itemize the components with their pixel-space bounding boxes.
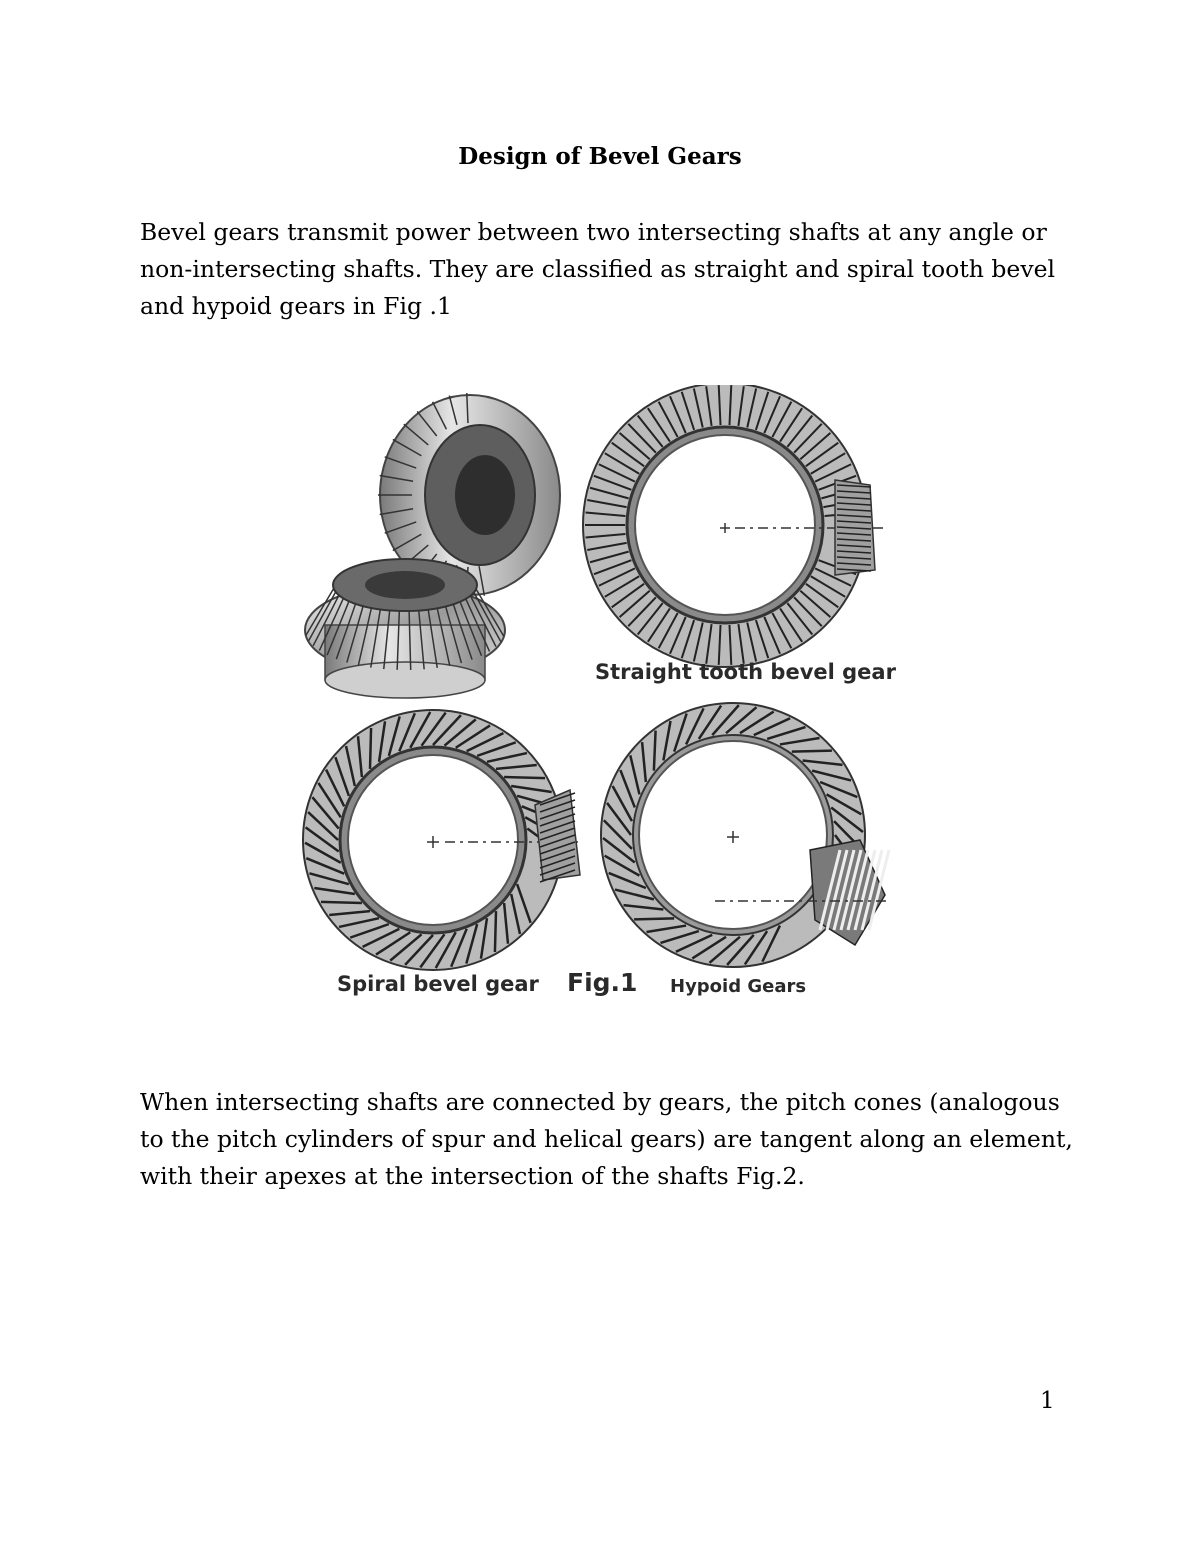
caption-straight-tooth-bevel-gear: Straight tooth bevel gear [595,660,896,684]
straight-tooth-bevel-gear [583,385,885,667]
figure-1 [295,385,895,1010]
hypoid-gear [601,703,890,967]
pitch-cones-paragraph: When intersecting shafts are connected by gears, the pitch cones (analogous to the pitch cylinders of spur and helical gears) are tangent along an element, with their apexes at the intersection of the shafts Fig.2. [140,1088,1073,1190]
spiral-bevel-gear [303,710,580,970]
bevel-gears-illustration [295,385,895,1010]
caption-hypoid-gears: Hypoid Gears [670,976,807,997]
caption-spiral-bevel-gear: Spiral bevel gear [337,972,539,996]
document-title: Design of Bevel Gears [458,143,742,170]
page-number: 1 [1040,1388,1055,1414]
meshed-bevel-gear-pair [305,393,560,698]
caption-fig-1: Fig.1 [567,968,638,997]
intro-paragraph: Bevel gears transmit power between two intersecting shafts at any angle or non-intersecting shafts. They are classified as straight and spiral tooth bevel and hypoid gears in Fig .1 [140,218,1056,320]
